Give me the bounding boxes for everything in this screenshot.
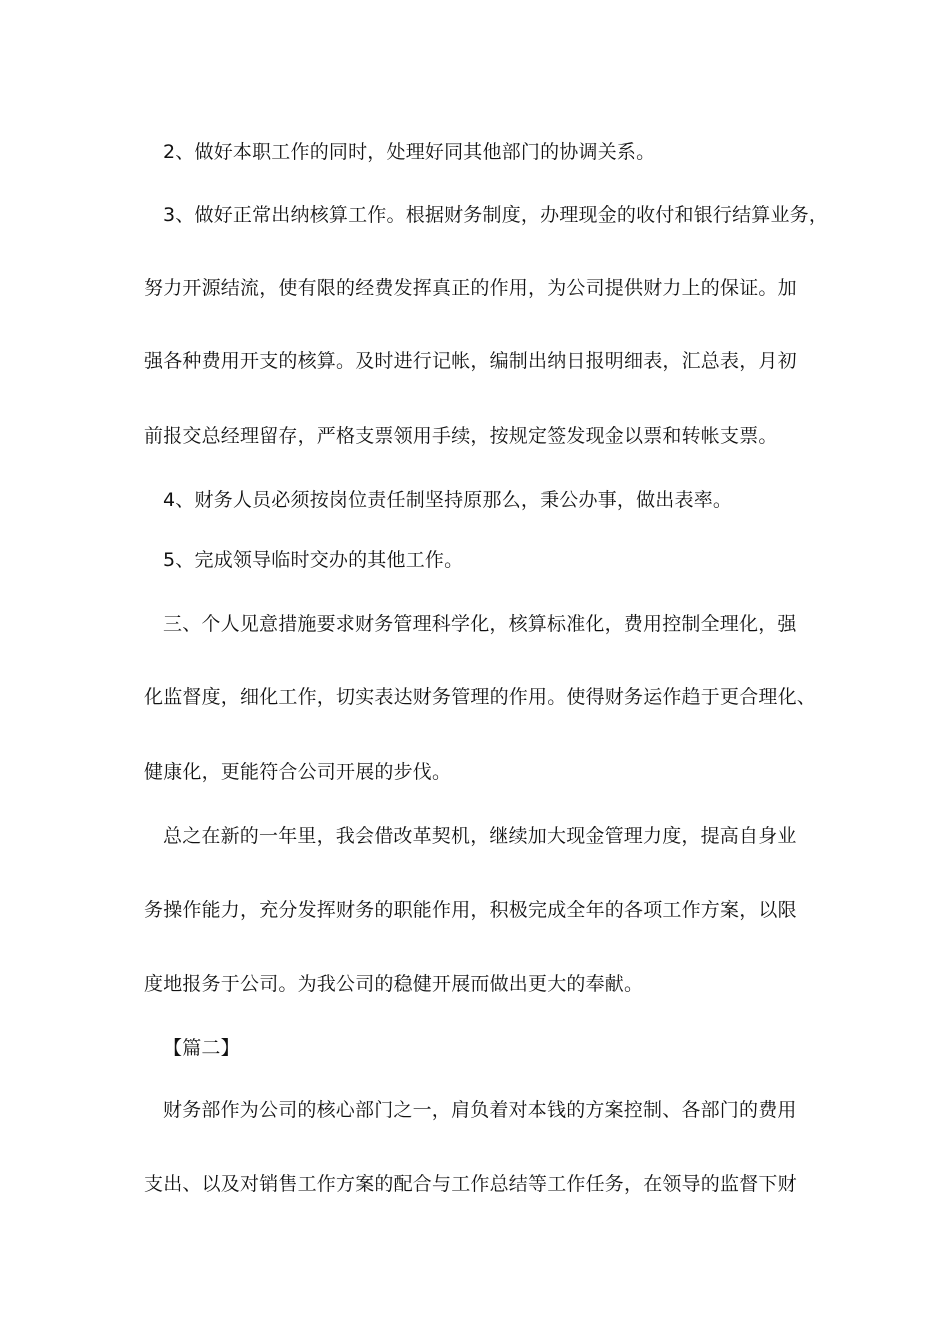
text-line-section-three: 三、个人见意措施要求财务管理科学化，核算标准化，费用控制全理化，强 — [163, 613, 797, 635]
text-line-summary-cont-1: 务操作能力，充分发挥财务的职能作用，积极完成全年的各项工作方案，以限 — [144, 899, 797, 921]
text-line-item-3-cont-3: 前报交总经理留存，严格支票领用手续，按规定签发现金以票和转帐支票。 — [144, 425, 778, 447]
text-line-section-three-cont-2: 健康化，更能符合公司开展的步伐。 — [144, 761, 452, 783]
text-line-part-two-cont-1: 支出、以及对销售工作方案的配合与工作总结等工作任务，在领导的监督下财 — [144, 1173, 797, 1195]
text-line-item-2: 2、做好本职工作的同时，处理好同其他部门的协调关系。 — [163, 141, 656, 163]
text-line-item-3-cont-2: 强各种费用开支的核算。及时进行记帐，编制出纳日报明细表，汇总表，月初 — [144, 350, 797, 372]
text-line-item-3: 3、做好正常出纳核算工作。根据财务制度，办理现金的收付和银行结算业务， — [163, 204, 829, 226]
text-line-section-three-cont-1: 化监督度，细化工作，切实表达财务管理的作用。使得财务运作趋于更合理化、 — [144, 686, 817, 708]
section-heading-part-two: 【篇二】 — [163, 1037, 240, 1059]
text-line-item-3-cont-1: 努力开源结流，使有限的经费发挥真正的作用，为公司提供财力上的保证。加 — [144, 277, 797, 299]
text-line-summary-cont-2: 度地报务于公司。为我公司的稳健开展而做出更大的奉献。 — [144, 973, 644, 995]
text-line-item-5: 5、完成领导临时交办的其他工作。 — [163, 549, 464, 571]
text-line-part-two: 财务部作为公司的核心部门之一，肩负着对本钱的方案控制、各部门的费用 — [163, 1099, 797, 1121]
text-line-summary: 总之在新的一年里，我会借改革契机，继续加大现金管理力度，提高自身业 — [163, 825, 797, 847]
text-line-item-4: 4、财务人员必须按岗位责任制坚持原那么，秉公办事，做出表率。 — [163, 489, 733, 511]
